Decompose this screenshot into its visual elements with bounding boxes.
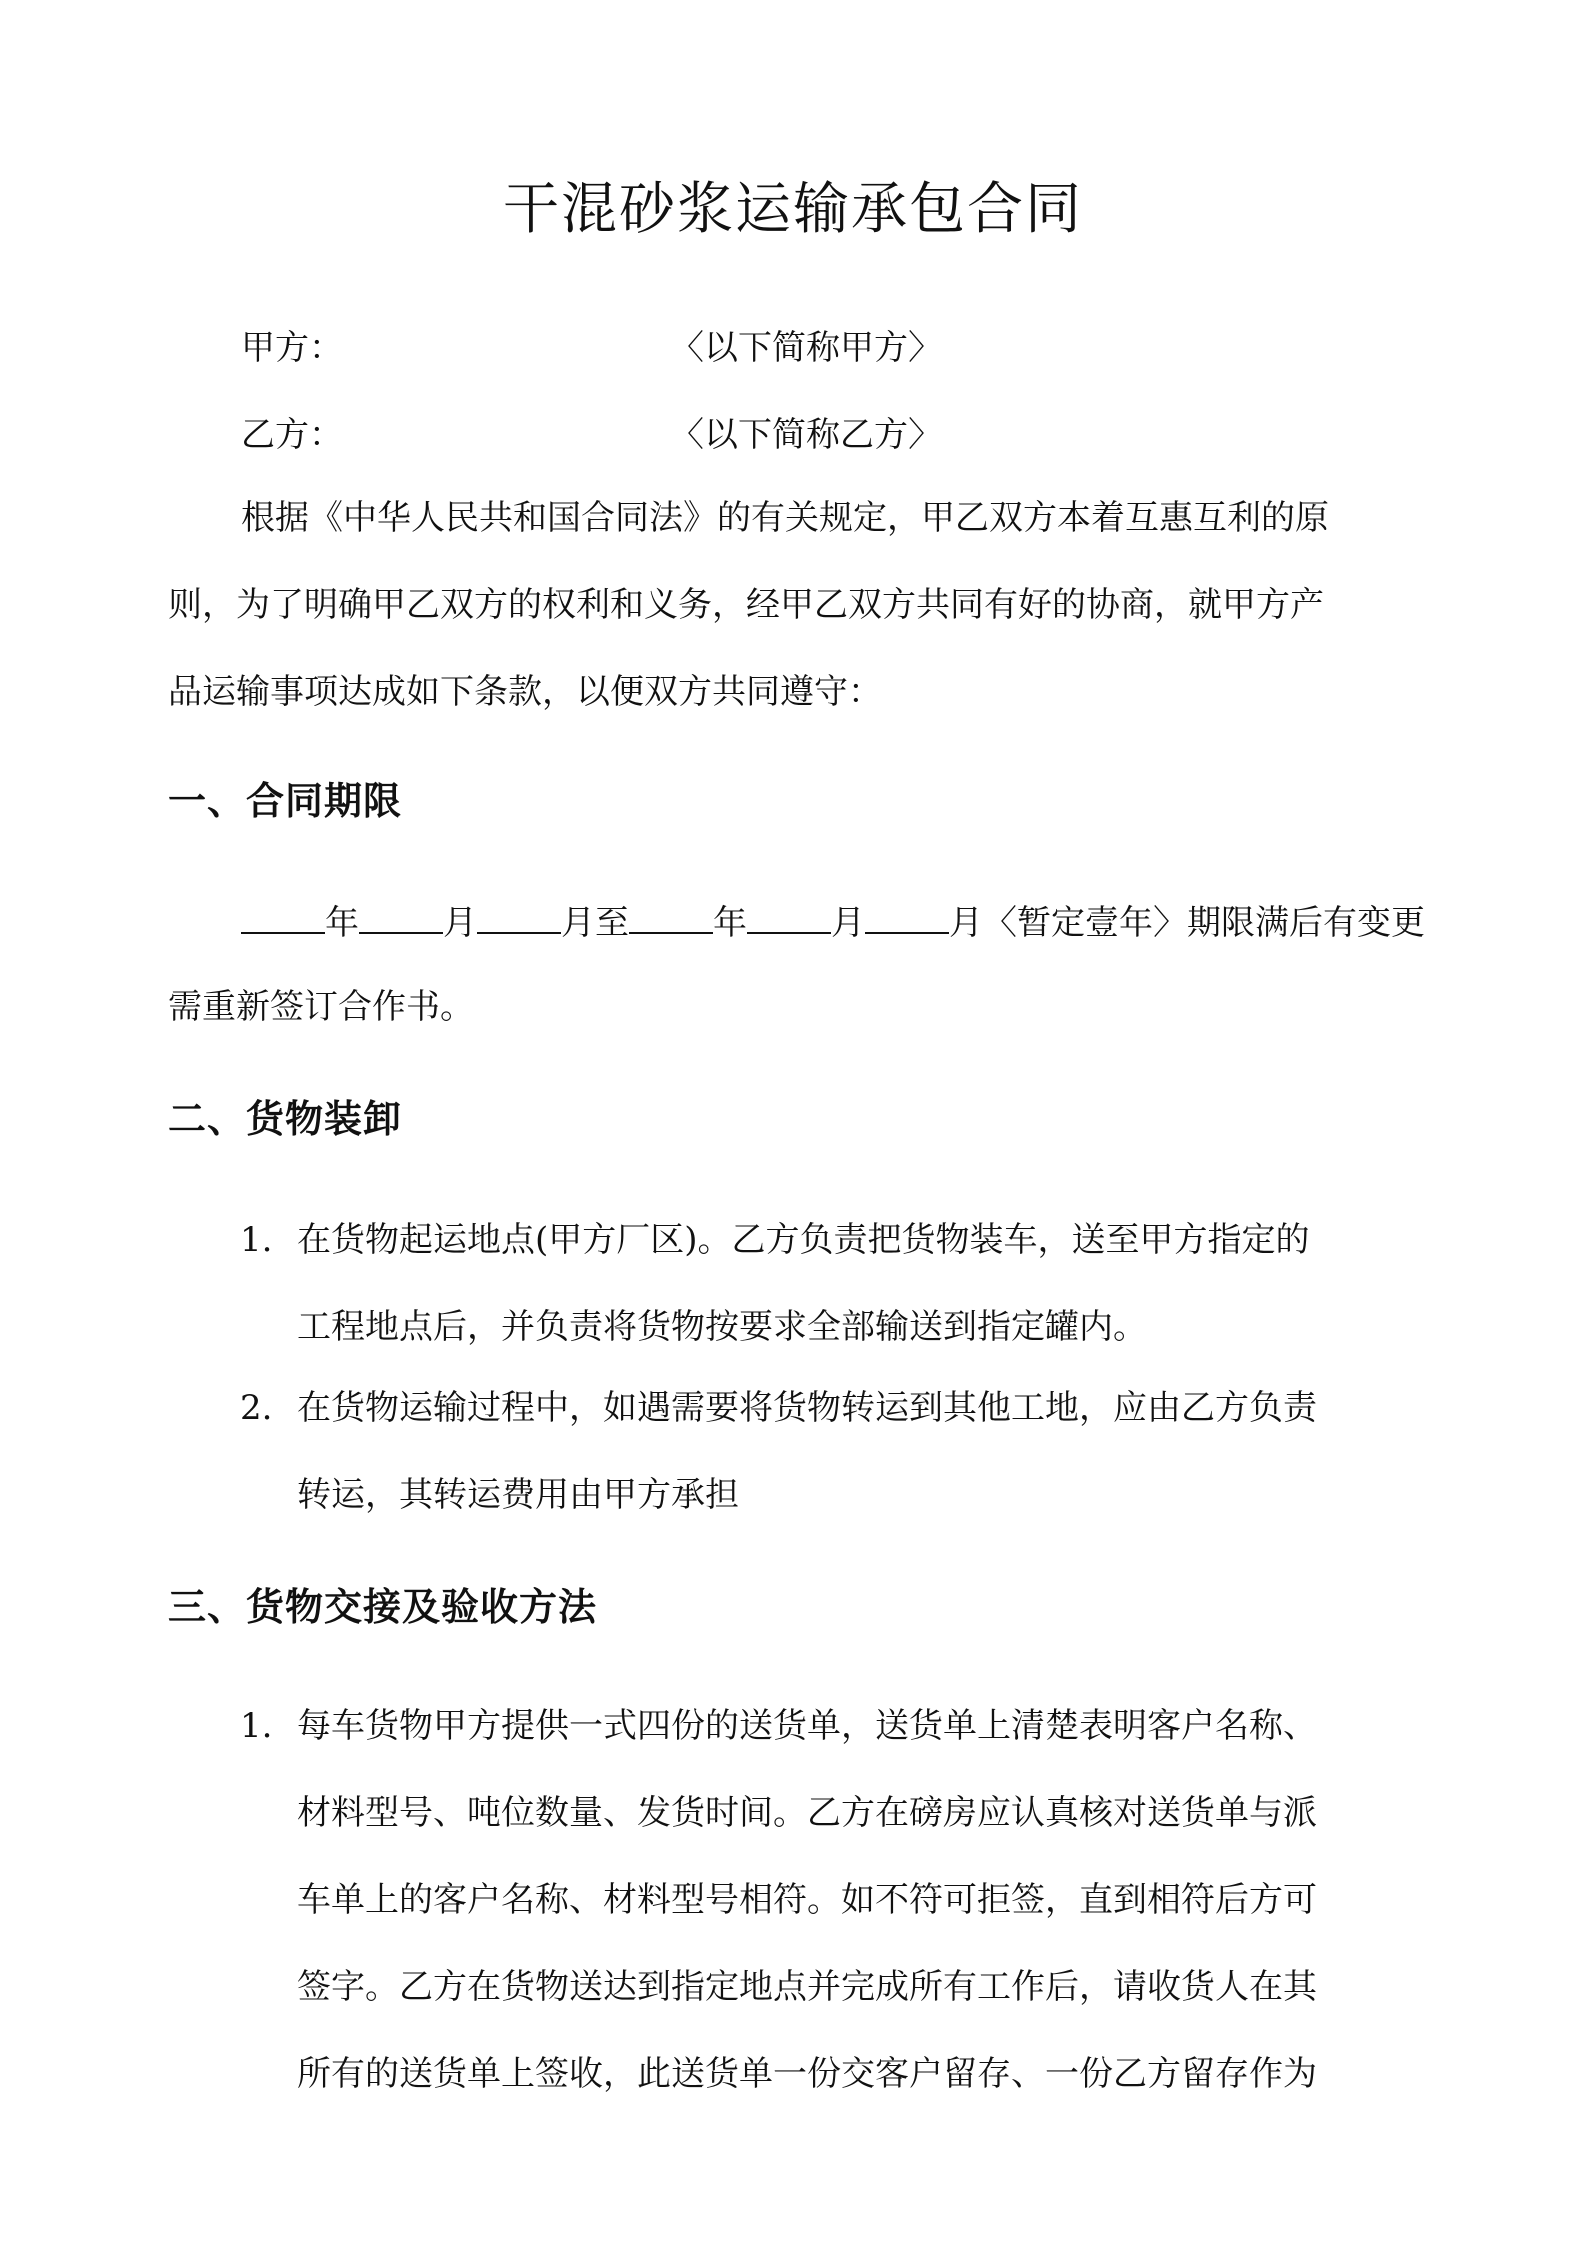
party-b-label: 乙方：: [241, 415, 343, 455]
blank-field[interactable]: [359, 898, 443, 934]
list-item-line: 车单上的客户名称、材料型号相符。如不符可拒签，直到相符后方可: [297, 1880, 1317, 1920]
intro-line-3: 品运输事项达成如下条款，以便双方共同遵守：: [168, 672, 882, 712]
list-item-number: 2.: [240, 1388, 273, 1428]
list-item-line: 转运，其转运费用由甲方承担: [297, 1475, 739, 1515]
term-tail: 月〈暂定壹年〉期限满后有变更: [949, 903, 1425, 943]
intro-line-1: 根据《中华人民共和国合同法》的有关规定，甲乙双方本着互惠互利的原: [241, 498, 1329, 538]
term-year-1: 年: [325, 903, 359, 943]
list-item-line: 每车货物甲方提供一式四份的送货单，送货单上清楚表明客户名称、: [297, 1706, 1317, 1746]
list-item-line: 在货物起运地点(甲方厂区)。乙方负责把货物装车，送至甲方指定的: [297, 1220, 1310, 1260]
list-item-line: 工程地点后，并负责将货物按要求全部输送到指定罐内。: [297, 1307, 1147, 1347]
list-item-line: 在货物运输过程中，如遇需要将货物转运到其他工地，应由乙方负责: [297, 1388, 1317, 1428]
term-month-2: 月: [831, 903, 865, 943]
term-line: [241, 898, 1425, 945]
list-item-number: 1.: [240, 1220, 273, 1260]
term-year-2: 年: [713, 903, 747, 943]
section-heading-acceptance: 三、货物交接及验收方法: [168, 1584, 598, 1629]
term-month-1: 月: [443, 903, 477, 943]
party-b-note: 〈以下简称乙方〉: [670, 415, 942, 455]
blank-field[interactable]: [477, 898, 561, 934]
blank-field[interactable]: [241, 898, 325, 934]
party-a-label: 甲方：: [241, 328, 343, 368]
list-item-line: 材料型号、吨位数量、发货时间。乙方在磅房应认真核对送货单与派: [297, 1793, 1317, 1833]
term-to: 月至: [561, 903, 629, 943]
list-item-line: 签字。乙方在货物送达到指定地点并完成所有工作后，请收货人在其: [297, 1967, 1317, 2007]
blank-field[interactable]: [747, 898, 831, 934]
list-item-line: 所有的送货单上签收，此送货单一份交客户留存、一份乙方留存作为: [297, 2054, 1317, 2094]
document-title: 干混砂浆运输承包合同: [503, 177, 1083, 242]
term-line-2: 需重新签订合作书。: [168, 987, 474, 1027]
blank-field[interactable]: [865, 898, 949, 934]
list-item-number: 1.: [240, 1706, 273, 1746]
section-heading-term: 一、合同期限: [168, 778, 403, 823]
party-a-note: 〈以下简称甲方〉: [670, 328, 942, 368]
intro-line-2: 则，为了明确甲乙双方的权利和义务，经甲乙双方共同有好的协商，就甲方产: [168, 585, 1324, 625]
section-heading-loading: 二、货物装卸: [168, 1096, 403, 1141]
blank-field[interactable]: [629, 898, 713, 934]
